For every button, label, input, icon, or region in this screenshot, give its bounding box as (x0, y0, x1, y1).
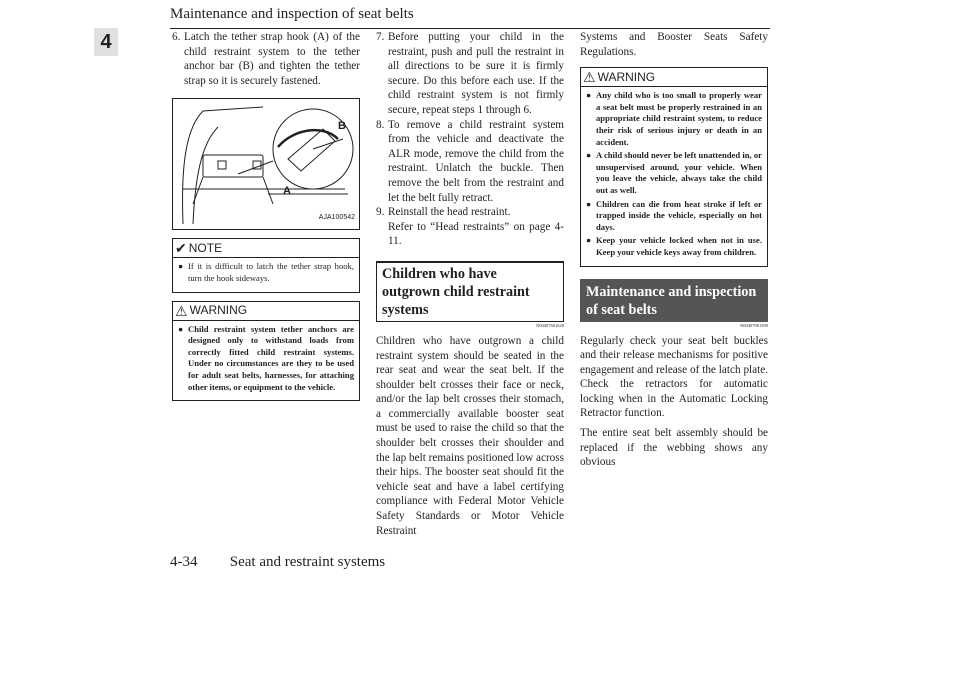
bullet-icon: ● (586, 235, 592, 246)
bullet-icon: ● (178, 261, 184, 272)
outgrown-paragraph: Children who have outgrown a child restraint system should be seated in the rear seat and wear the seat belt. If the shoulder belt crosses their face or neck, and/or the lap belt crosses their stomach, a commercially available booster seat must be used to raise the child so that the shoulder belt crosses their shoulder and the lap belt remains positioned low across their hips. The booster seat should fit the vehicle seat and have a label certifying compliance with Federal Motor Vehicle Safety Standards or Motor Vehicle Restraint (376, 334, 564, 537)
warning-header (173, 302, 359, 321)
step-number: 6. (172, 31, 181, 43)
step-7: 7. Before putting your child in the restraint, push and pull the restraint in all directions to be sure it is firmly secure. Do this before each use. If the child restraint system is not firmly secure, repeat steps 1 through 6. (376, 31, 564, 116)
bullet-icon: ● (586, 198, 592, 209)
page-reference: Refer to “Head restraints” on page 4-11. (388, 220, 564, 248)
warning-item: ● Keep your vehicle locked when not in use. Keep your vehicle keys away from children. (586, 235, 762, 257)
footer-section: Seat and restraint systems (229, 554, 386, 570)
section-code: N00407001390 (740, 322, 768, 328)
tether-anchor-figure (172, 98, 360, 230)
maintenance-paragraph-1: Regularly check your seat belt buckles and their release mechanisms for positive engagement and release of the latch plate. Check the retractors for automatic locking when in the Automatic Locking Retractor function. (580, 334, 768, 420)
figure-label-b: B (338, 120, 346, 133)
warning-box-2 (580, 67, 768, 266)
column-2 (376, 30, 564, 538)
page-number: 4-34 (170, 554, 198, 570)
warning-title: WARNING (189, 303, 248, 318)
bullet-icon: ● (178, 323, 184, 334)
warning-item: ● A child should never be left unattended in, or unsupervised around, your vehicle. When you leave the vehicle, always take the child out as well. (586, 150, 762, 195)
bullet-icon: ● (586, 150, 592, 161)
bullet-icon: ● (586, 90, 592, 101)
note-item: ● If it is difficult to latch the tether strap hook, turn the hook sideways. (178, 261, 354, 283)
note-box (172, 238, 360, 292)
note-check-icon: ✔ (175, 240, 187, 257)
continuation-text: Systems and Booster Seats Safety Regulations. (580, 31, 768, 58)
warning-item: ● Any child who is too small to properly wear a seat belt must be properly restrained in an appropriate child restraint system, to reduce their risk of serious injury or death in an accident. (586, 90, 762, 147)
step-9: 9. Reinstall the head restraint. Refer to “Head restraints” on page 4-11. (376, 206, 564, 248)
figure-label-a: A (283, 185, 291, 198)
maintenance-paragraph-2: The entire seat belt assembly should be replaced if the webbing shows any obvious (580, 427, 768, 469)
warning-triangle-icon: ⚠ (583, 69, 596, 86)
section-code: N00407601628 (536, 322, 564, 328)
page-footer (170, 554, 385, 571)
warning-box (172, 301, 360, 402)
warning-item: ● Child restraint system tether anchors are designed only to withstand loads from correctly fitted child restraint systems. Under no circumstances are they to be used for adult seat belts, harnesses, for attaching other items, or equipment to the vehicle. (178, 323, 354, 392)
warning-item: ● Children can die from heat stroke if left or trapped inside the vehicle, especially on hot days. (586, 198, 762, 232)
chapter-tab: 4 (94, 28, 118, 56)
step-text: Latch the tether strap hook (A) of the child restraint system to the tether anchor bar (B) and tighten the tether strap so it is securely fastened. (184, 31, 360, 87)
section-heading-maintenance: Maintenance and inspection of seat belts (580, 279, 768, 322)
column-1 (172, 30, 360, 401)
section-heading-outgrown: Children who have outgrown child restraint systems (376, 261, 564, 322)
warning-header (581, 68, 767, 87)
column-3 (580, 30, 768, 470)
step-6 (172, 30, 360, 88)
warning-triangle-icon: ⚠ (175, 302, 188, 319)
step-8: 8. To remove a child restraint system from the vehicle and deactivate the ALR mode, remove the child from the restraint. Unlatch the buckle. Then remove the belt from the restraint and let the belt fully retract. (376, 118, 564, 204)
header-rule (170, 28, 770, 29)
figure-code: AJA100542 (318, 213, 355, 221)
page-header-title: Maintenance and inspection of seat belts (170, 6, 414, 22)
note-header (173, 239, 359, 258)
note-title: NOTE (188, 241, 223, 256)
warning-title: WARNING (597, 69, 656, 84)
